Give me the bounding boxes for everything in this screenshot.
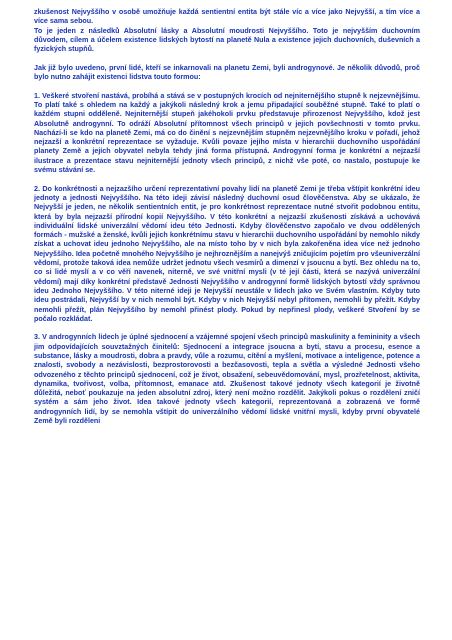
document-page xyxy=(34,8,420,436)
paragraph-point-1: 1. Veškeré stvoření nastává, probíhá a stává se v postupných krocích od nejniternějšího stupně k nejzevnějšímu. To platí také s ohledem na každý a jakýkoli následný krok a jemu připadající souběžné stupně. Také to platí o každém stupni odděleně. Nejniternější stupeň jakéhokoli prvku představuje přirozenost Nejvyššího, kdož jest Absolutně androgynní. To odráží Absolutní přítomnost všech principů v jejich povšechnosti v tomto prvku. Nachází-li se kdo na planetě Zemi, má co do činění s nejzevnějším stupněm nejzevnějšího kroku v pořadí, jehož nejzazší a konkrétní reprezentace se vyžaduje. Kvůli povaze jejího místa v hierarchii duchovního uspořádání planety Země a jejích obyvatel nebyla tehdy jiná forma přístupná. Androgynní forma je konkrétní a nejzazší ilustrace a prezentace stavu nejniternější jednoty všech principů, z nichž vše poté, co nastalo, postupuje ke svému stávání se. xyxy=(34,91,420,175)
paragraph-1: zkušenost Nejvyššího v osobě umožňuje každá sentientní entita být stále víc a více jako Nejvyšší, a tím více a více sama sebou. xyxy=(34,8,420,26)
paragraph-2: To je jeden z následků Absolutní lásky a Absolutní moudrosti Nejvyššího. Toto je nejvyšším duchovním důvodem, cílem a účelem existence lidských bytostí na planetě Nula a existence jejich duchovních, duševních a fyzických stupňů. xyxy=(34,26,420,54)
paragraph-3: Jak již bylo uvedeno, první lidé, kteří se inkarnovali na planetu Zemi, byli androgynové. Je několik důvodů, proč bylo nutno zahájit existenci lidstva touto formou: xyxy=(34,63,420,82)
paragraph-point-2: 2. Do konkrétnosti a nejzazšího určení reprezentativní povahy lidí na planetě Zemi je třeba vštípit konkrétní ideu jednoty a jednosti Nejvyššího. Na této ideji závisí následný duchovní osud člověčenstva. Aby se ukázalo, že Nejvyšší je jeden, ne několik sentientních entit, je pro konkrétnost reprezentace nutné stvořit podobnou entitu, která by byla nejzazší přírodní kopií Nejvyššího. V této konkrétní a nejzazší zkušenosti získává a uchovává individuální lidské univerzální vědomí ideu této Jednosti. Kdyby člověčenstvo započalo ve dvou oddělených formách - mužské a ženské, kvůli jejich konkrétnímu stavu v hierarchii duchovního uspořádání by nemohlo nikdy získat a uchovat ideu jednoho Nejvyššího, ale na místo toho by v nich byla zakořeněna idea více než jednoho Nejvyššího. Idea početně mnohého Nejvyššího je nejhroznějším a nanejvýš zničujícím pojetím pro všeuniverzální vědomí, protože taková idea nemůže udržet jednotu všech vesmírů a dimenzí v jsoucnu a bytí. Bez ohledu na to, co si lidé myslí a v co věří navenek, niterně, ve své vnitřní mysli (v té její části, která se nazývá univerzální vědomí) mají díky konkrétní představě Jednosti Nejvyššího v androgynní formě lidských bytostí vždy správnou ideu Jednoho Nejvyššího. V této niterné ideji je Nejvyšší neustále v lidech jako ve Svém vlastním. Kdyby tuto ideu postrádali, Nejvyšší by v nich nemohl být. Kdyby v nich Nejvyšší nebyl přítomen, nemohli by přežít. Kdyby nemohli přežít, plán Nejvyššího by nemohl přinést plody. Pokud by nepřinesl plody, veškeré Stvoření by se počalo rozkládat. xyxy=(34,184,420,323)
paragraph-point-3: 3. V androgynních lidech je úplné sjednocení a vzájemné spojení všech principů maskulinity a femininity a všech jim odpovídajících souvztažných činitelů: Sjednocení a integrace jsoucna a bytí, stavu a procesu, esence a substance, lásky a moudrosti, dobra a pravdy, vůle a rozumu, cítění a myšlení, motivace a inteligence, potence a znalosti, svobody a nezávislosti, bezprostorovosti a bezčasovosti, tepla a světla a výsledné Jednosti všeho odvozeného z těchto principů sjednocení, což je život, obsažení, sebeuvědomování, mysl, prozřetelnost, aktivita, dynamika, tvořivost, volba, přítomnost, emanace atd. Zkušenost takové jednoty všech kategorií je životně důležitá, neboť poukazuje na jeden absolutní zdroj, který není možno rozdělit. Jakýkoli pokus o rozdělení zničí systém a sám jeho život. Idea takové jednoty všech kategorií, reprezentovaná a zobrazená ve formě androgynních lidí, by se nemohla vštípit do univerzálního vědomí lidské vnitřní mysli, kdyby první obyvatelé Země byli rozděleni xyxy=(34,333,420,426)
